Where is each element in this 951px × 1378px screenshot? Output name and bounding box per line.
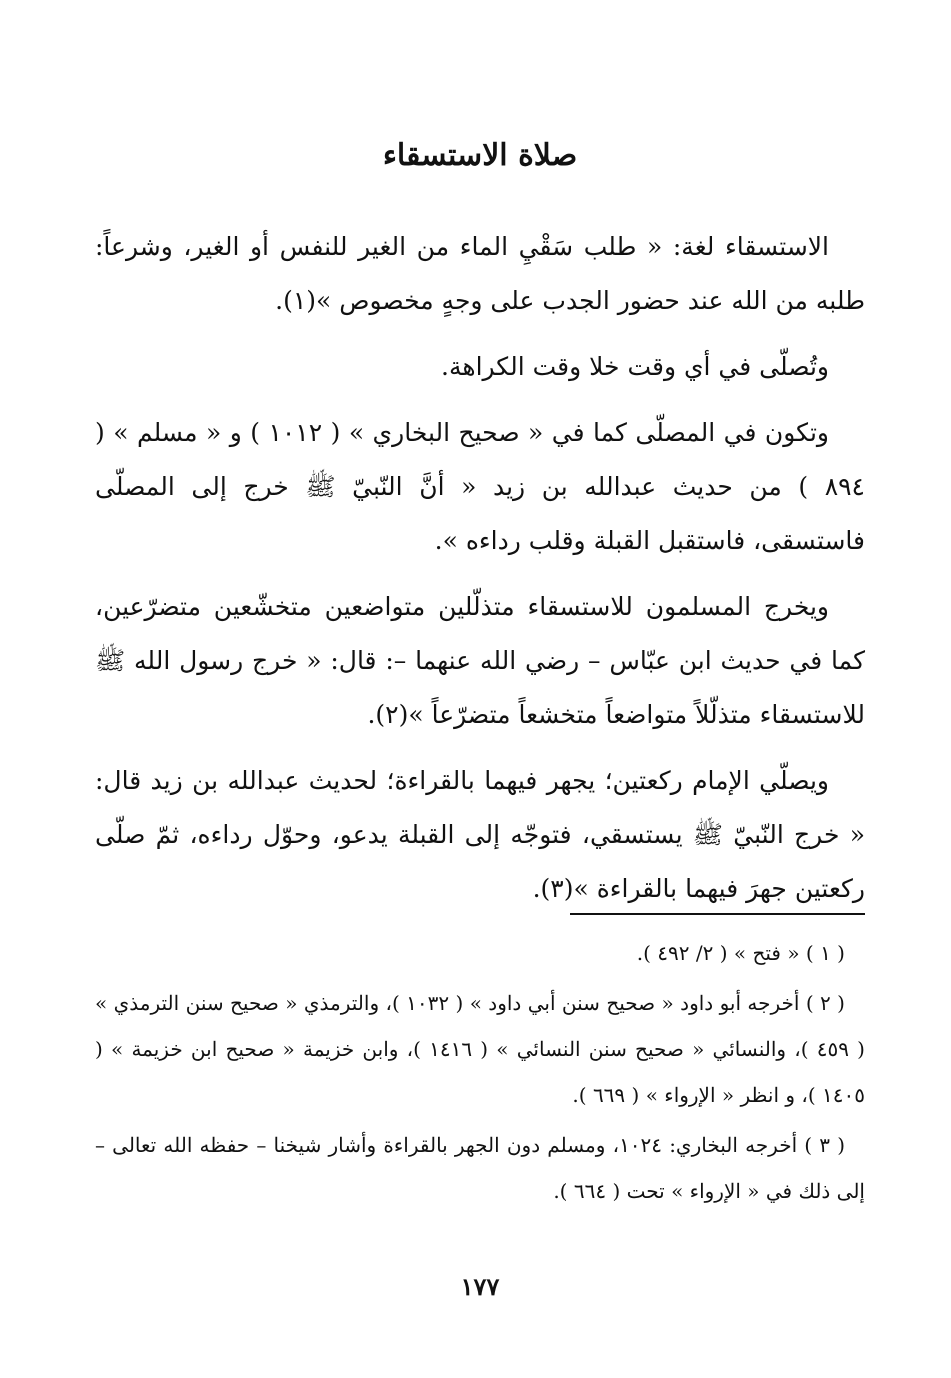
paragraph-manner: ويخرج المسلمون للاستسقاء متذلّلين متواضعين متخشّعين متضرّعين، كما في حديث ابن عبّاس – رضي الله عنهما –: قال: « خرج رسول الله ﷺ للاستسقاء متذلّلاً متواضعاً متخشعاً متضرّعاً »(٢). <box>95 592 865 729</box>
paragraph-timing: وتُصلّى في أي وقت خلا وقت الكراهة. <box>441 352 829 381</box>
footnote-1: ( ١ ) « فتح » ( ٢/ ٤٩٢ ). <box>636 941 845 965</box>
footnotes <box>95 930 865 1218</box>
paragraph-prayer: ويصلّي الإمام ركعتين؛ يجهر فيهما بالقراءة؛ لحديث عبدالله بن زيد قال: « خرج النّبيّ ﷺ يستسقي، فتوجّه إلى القبلة يدعو، وحوّل رداءه، ثمّ صلّى ركعتين جهرَ فيهما بالقراءة »(٣). <box>95 766 865 903</box>
page-number: ١٧٧ <box>460 1272 500 1301</box>
chapter-title: صلاة الاستسقاء <box>382 138 578 173</box>
main-text <box>95 220 865 928</box>
paragraph-definition: الاستسقاء لغة: « طلب سَقْيِ الماء من الغير للنفس أو الغير، وشرعاً: طلبه من الله عند حضور الجدب على وجهٍ مخصوص »(١). <box>95 232 865 315</box>
footnote-separator <box>570 913 865 915</box>
paragraph-location: وتكون في المصلّى كما في « صحيح البخاري » ( ١٠١٢ ) و « مسلم » ( ٨٩٤ ) من حديث عبدالله بن زيد « أنَّ النّبيّ ﷺ خرج إلى المصلّى فاستسقى، فاستقبل القبلة وقلب رداءه ». <box>95 418 865 555</box>
footnote-3: ( ٣ ) أخرجه البخاري: ١٠٢٤، ومسلم دون الجهر بالقراءة وأشار شيخنا – حفظه الله تعالى – إلى ذلك في « الإرواء » تحت ( ٦٦٤ ). <box>95 1133 865 1203</box>
footnote-2: ( ٢ ) أخرجه أبو داود « صحيح سنن أبي داود » ( ١٠٣٢ )، والترمذي « صحيح سنن الترمذي » ( ٤٥٩ )، والنسائي « صحيح سنن النسائي » ( ١٤١٦ )، وابن خزيمة « صحيح ابن خزيمة » ( ١٤٠٥ )، و انظر « الإرواء » ( ٦٦٩ ). <box>95 991 865 1107</box>
book-page <box>95 0 865 1378</box>
